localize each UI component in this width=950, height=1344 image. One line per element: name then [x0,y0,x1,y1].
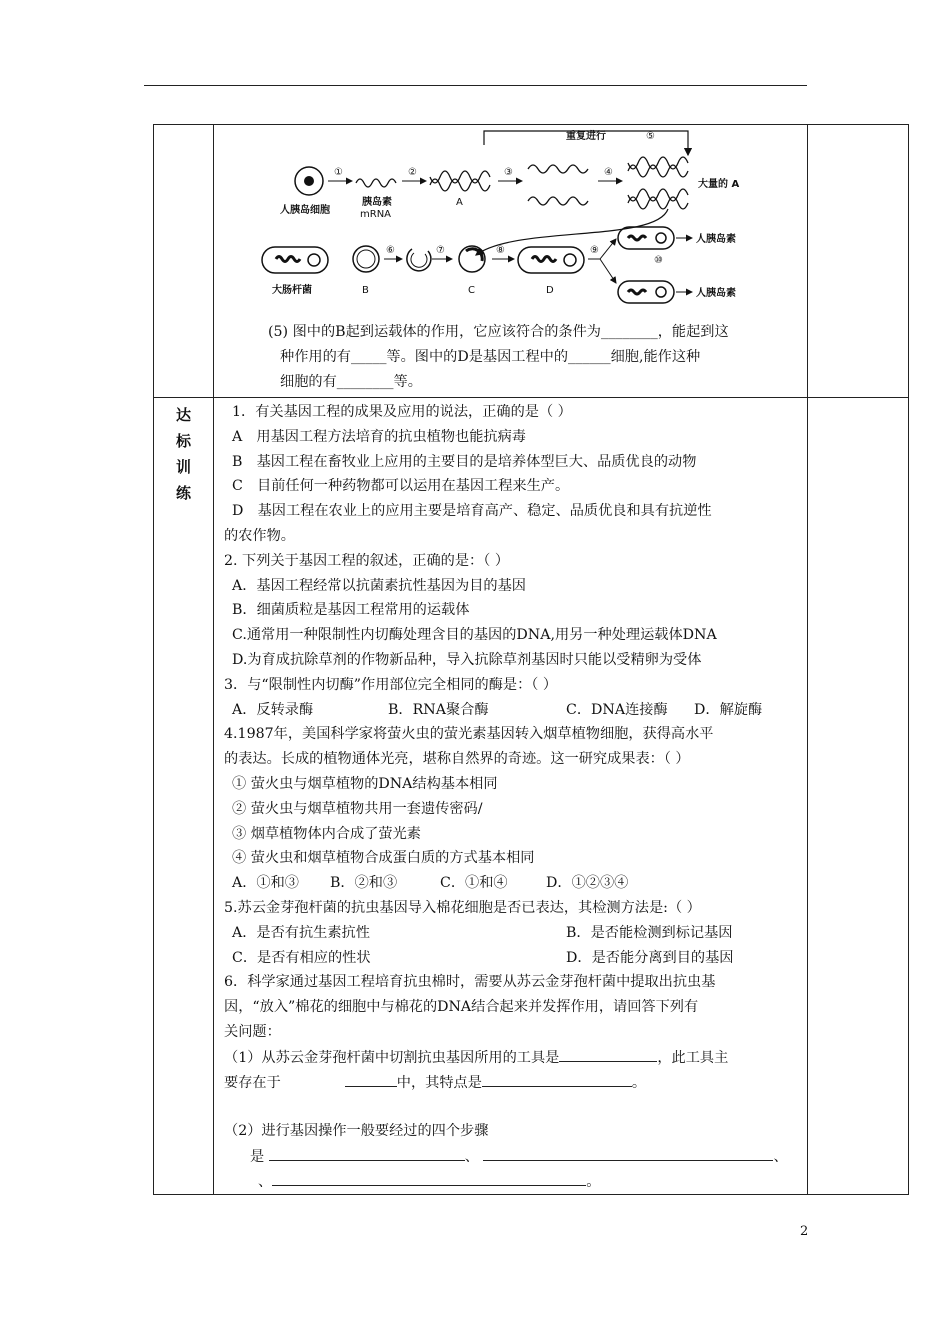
dna-copy-1 [628,157,688,169]
diagram-question-5 [224,320,799,395]
q2-option-c: C.通常用一种限制性内切酶处理含目的基因的DNA,用另一种处理运载体DNA [232,627,717,644]
q6-tool-blank[interactable] [559,1045,657,1062]
q1-option-d: D 基因工程在农业上的应用主要是培育高产、稳定、品质优良和具有抗逆性 [232,503,712,520]
q3-option-a: A．反转录酶 [232,701,314,718]
q3-option-d: D．解旋酶 [694,701,763,718]
notes-cell-1 [808,125,909,398]
q5-option-b: B．是否能检测到标记基因 [566,924,733,941]
mrna-strand [356,179,396,187]
q1-option-b: B 基因工程在畜牧业上应用的主要目的是培养体型巨大、品质优良的动物 [232,453,697,470]
insulin-bottom-label: 人胰岛素 [696,288,736,299]
q3-option-c: C．DNA连接酶 [566,701,668,718]
step-4: ④ [604,167,613,178]
dna-a [430,171,490,183]
q5-options-cd [224,946,799,971]
q6-part-2-steps-cont: 、 。 [224,1169,799,1194]
q5-option-a: A．是否有抗生素抗性 [232,924,370,941]
q3-option-b: B．RNA聚合酶 [388,701,489,718]
gene-engineering-diagram [216,125,796,315]
q4-options [224,871,799,896]
q4-item-4: ④ 萤火虫和烟草植物合成蛋白质的方式基本相同 [232,850,535,867]
q5-option-c: C．是否有相应的性状 [232,949,371,966]
section-label: 达 标 训 练 [154,398,214,1195]
practice-row [154,398,909,1195]
q5-options-ab [224,921,799,946]
q6-part-1-cont: 要存在于 中，其特点是 。 [224,1070,799,1095]
diagram-row [154,125,909,398]
ecoli-chromosome [276,257,300,262]
q6-part-1: （1）从苏云金芽孢杆菌中切割抗虫基因所用的工具是 ，此工具主 [224,1045,799,1070]
q5-line-2: 种作用的有_____等。图中的D是基因工程中的______细胞,能作这种 [280,349,701,365]
q6-stem-3: 关问题： [224,1023,281,1040]
step-6: ⑥ [386,245,395,256]
q6-location-blank[interactable] [345,1070,397,1087]
label-b: B [362,285,369,296]
q4-option-b: B．②和③ [330,875,398,892]
step-3: ③ [504,167,513,178]
q2-option-b: B．细菌质粒是基因工程常用的运载体 [232,602,470,619]
step-9: ⑨ [590,245,599,256]
mrna-label-2: mRNA [360,209,392,220]
q5-option-d: D．是否能分离到目的基因 [566,949,734,966]
label-c: C [468,285,475,296]
q6-feature-blank[interactable] [482,1070,632,1087]
q3-options [224,698,799,723]
step-8: ⑧ [496,245,505,256]
step-2: ② [408,167,417,178]
questions-cell [214,398,808,1195]
repeat-label: 重复进行 [566,131,606,142]
q2-option-a: A．基因工程经常以抗菌素抗性基因为目的基因 [232,577,526,594]
step-10: ⑩ [654,255,663,266]
q6-step-3-blank[interactable] [272,1169,586,1186]
mrna-label-1: 胰岛素 [362,197,392,208]
q4-option-d: D．①②③④ [546,875,629,892]
notes-cell-2 [808,398,909,1195]
q1-option-d-cont: 的农作物。 [224,527,295,544]
q2-option-d: D.为育成抗除草剂的作物新品种，导入抗除草剂基因时只能以受精卵为受体 [232,651,702,668]
q1-option-a: A 用基因工程方法培育的抗虫植物也能抗病毒 [232,428,526,445]
label-d: D [546,285,554,296]
q4-stem-1: 4.1987年，美国科学家将萤火虫的萤光素基因转入烟草植物细胞，获得高水平 [224,726,714,743]
insulin-top-label: 人胰岛素 [696,234,736,245]
label-a: A [456,197,463,208]
header-rule [144,85,807,86]
ecoli-plasmid [308,254,320,266]
large-a-label: 大量的 A [698,179,740,190]
worksheet-table [153,124,909,1195]
q6-step-2-blank[interactable] [483,1144,773,1161]
q4-stem-2: 的表达。长成的植物通体光亮，堪称自然界的奇迹。这一研究成果表：（ ） [224,751,690,768]
step-5: ⑤ [646,131,655,142]
q4-option-c: C．①和④ [440,875,508,892]
diagram-cell [214,125,808,398]
ecoli-label: 大肠杆菌 [272,285,312,296]
q5-stem: 5.苏云金芽孢杆菌的抗虫基因导入棉花细胞是否已表达，其检测方法是:（ ） [224,899,701,916]
q4-item-1: ① 萤火虫与烟草植物的DNA结构基本相同 [232,775,498,792]
strand-upper [528,165,588,173]
q6-part-2-steps: 是 、 、 [224,1144,799,1169]
q6-stem-2: 因，“放入”棉花的细胞中与棉花的DNA结合起来并发挥作用，请回答下列有 [224,999,699,1016]
nucleus-icon [304,176,314,186]
q6-stem-1: 6．科学家通过基因工程培育抗虫棉时，需要从苏云金芽孢杆菌中提取出抗虫基 [224,974,716,991]
cell-label: 人胰岛细胞 [280,205,330,216]
q5-line-1: (5) 图中的B起到运载体的作用，它应该符合的条件为________，能起到这 [268,324,729,340]
label-cell-empty [154,125,214,398]
strand-lower [528,197,588,205]
q1-option-c: C 目前任何一种药物都可以运用在基因工程来生产。 [232,478,570,495]
q5-line-3: 细胞的有________等。 [280,374,422,390]
q3-stem: 3．与“限制性内切酶”作用部位完全相同的酶是：（ ） [224,676,558,693]
page-number: 2 [800,1224,809,1239]
q4-item-2: ② 萤火虫与烟草植物共用一套遗传密码/ [232,800,483,817]
q4-option-a: A．①和③ [232,875,299,892]
q6-part-2: （2）进行基因操作一般要经过的四个步骤 [224,1123,489,1140]
q2-stem: 2. 下列关于基因工程的叙述，正确的是：（ ） [224,552,510,569]
q1-stem: 1．有关基因工程的成果及应用的说法，正确的是（ ） [232,404,572,420]
dna-copy-2 [628,189,688,201]
q4-item-3: ③ 烟草植物体内合成了萤光素 [232,825,421,842]
step-7: ⑦ [436,245,445,256]
step-1: ① [334,167,343,178]
q6-step-1-blank[interactable] [269,1144,465,1161]
